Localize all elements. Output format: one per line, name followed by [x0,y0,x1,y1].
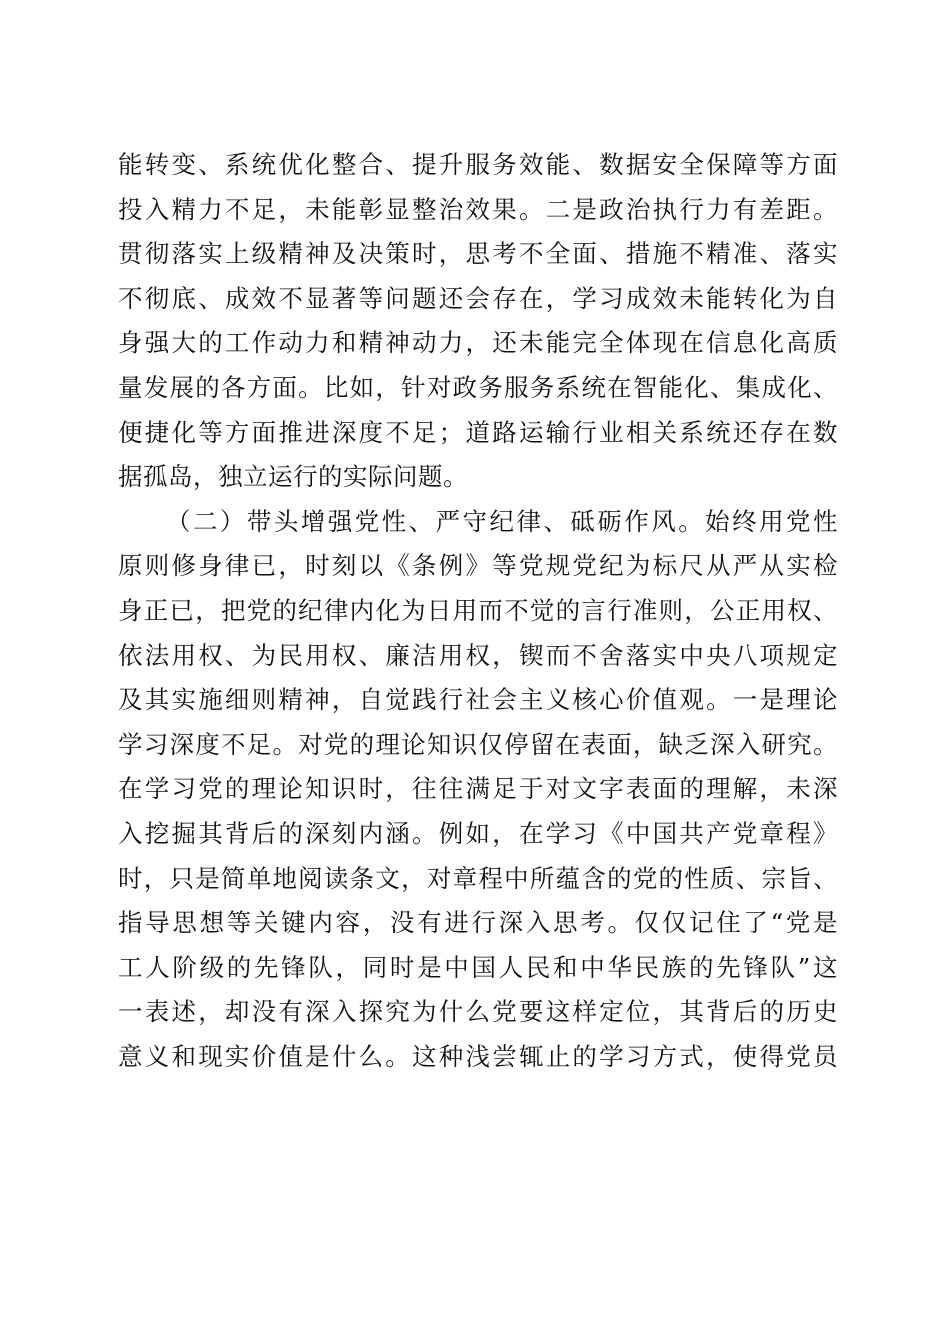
text-line: 贯彻落实上级精神及决策时，思考不全面、措施不精准、落实 [118,239,838,269]
text-line: 时，只是简单地阅读条文，对章程中所蕴含的党的性质、宗旨、 [118,863,838,893]
text-line: 学习深度不足。对党的理论知识仅停留在表面，缺乏深入研究。 [118,729,838,759]
text-line: 工人阶级的先锋队，同时是中国人民和中华民族的先锋队”这 [118,952,838,982]
text-line: 入挖掘其背后的深刻内涵。例如，在学习《中国共产党章程》 [118,818,838,848]
section-heading-line: （二）带头增强党性、严守纪律、砥砺作风。始终用党性 [166,506,838,536]
text-line: 意义和现实价值是什么。这种浅尝辄止的学习方式，使得党员 [118,1041,838,1071]
text-line: 不彻底、成效不显著等问题还会存在，学习成效未能转化为自 [118,283,838,313]
text-line: 据孤岛，独立运行的实际问题。 [118,462,468,492]
text-line: 原则修身律已，时刻以《条例》等党规党纪为标尺从严从实检 [118,551,838,581]
text-line: 在学习党的理论知识时，往往满足于对文字表面的理解，未深 [118,774,838,804]
text-line: 一表述，却没有深入探究为什么党要这样定位，其背后的历史 [118,997,838,1027]
text-line: 身强大的工作动力和精神动力，还未能完全体现在信息化高质 [118,328,838,358]
text-line: 投入精力不足，未能彰显整治效果。二是政治执行力有差距。 [118,194,838,224]
text-line: 及其实施细则精神，自觉践行社会主义核心价值观。一是理论 [118,685,838,715]
text-line: 指导思想等关键内容，没有进行深入思考。仅仅记住了“党是 [118,908,838,938]
body-text [118,143,838,1079]
text-line: 便捷化等方面推进深度不足；道路运输行业相关系统还存在数 [118,417,838,447]
text-line: 量发展的各方面。比如，针对政务服务系统在智能化、集成化、 [118,372,838,402]
text-line: 依法用权、为民用权、廉洁用权，锲而不舍落实中央八项规定 [118,640,838,670]
text-line: 身正已，把党的纪律内化为日用而不觉的言行准则，公正用权、 [118,595,838,625]
text-line: 能转变、系统优化整合、提升服务效能、数据安全保障等方面 [118,150,838,179]
